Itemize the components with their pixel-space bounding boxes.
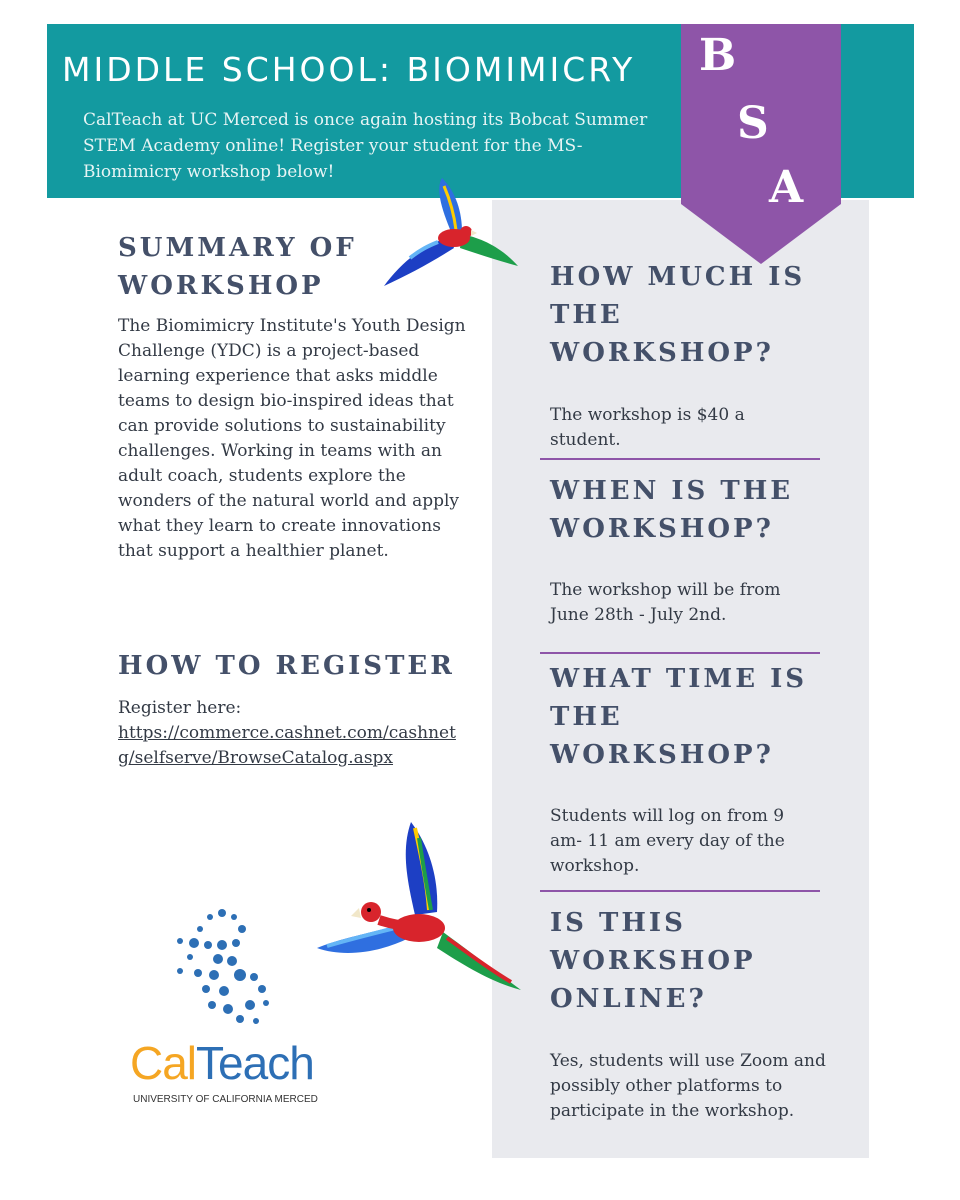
badge-letter-a: A — [769, 162, 804, 213]
logo-subtitle: UNIVERSITY OF CALIFORNIA MERCED — [133, 1094, 318, 1105]
faq-answer-cost: The workshop is $40 a student. — [550, 405, 745, 450]
calteach-logo-text — [130, 1036, 314, 1090]
register-label: Register here: — [118, 698, 242, 718]
logo-teach: Teach — [196, 1037, 314, 1089]
intro-text: CalTeach at UC Merced is once again hosting its Bobcat Summer STEM Academy online! Register your student for the MS-Biomimicry workshop below! — [83, 110, 648, 182]
badge-letter-s: S — [737, 98, 769, 149]
faq-divider — [540, 652, 820, 654]
badge-letter-b: B — [699, 30, 737, 81]
faq-divider — [540, 890, 820, 892]
faq-answer-online: Yes, students will use Zoom and possibly other platforms to participate in the workshop. — [550, 1051, 826, 1121]
faq-answer-time: Students will log on from 9 am- 11 am every day of the workshop. — [550, 806, 785, 876]
summary-heading: SUMMARY OF WORKSHOP — [118, 233, 357, 301]
faq-question-online: IS THIS WORKSHOP ONLINE? — [550, 908, 756, 1014]
logo-cal: Cal — [130, 1037, 197, 1089]
summary-body: The Biomimicry Institute's Youth Design Challenge (YDC) is a project-based learning experience that asks middle teams to design bio-inspired ideas that can provide solutions to sustainability challenges. Working in teams with an adult coach, students explore the wonders of the natural world and apply what they learn to create innovations that support a healthier planet. — [118, 316, 466, 561]
register-link[interactable]: https://commerce.cashnet.com/cashnetg/selfserve/BrowseCatalog.aspx — [118, 723, 456, 768]
faq-question-dates: WHEN IS THE WORKSHOP? — [550, 476, 794, 544]
page-title: MIDDLE SCHOOL: BIOMIMICRY — [62, 50, 636, 89]
faq-answer-dates: The workshop will be from June 28th - July 2nd. — [550, 580, 781, 625]
faq-divider — [540, 458, 820, 460]
faq-question-time: WHAT TIME IS THE WORKSHOP? — [550, 664, 808, 770]
parrot-icon — [315, 820, 525, 999]
register-block — [118, 696, 463, 771]
molecule-hexagon-logo-icon — [170, 905, 280, 1039]
register-heading: HOW TO REGISTER — [118, 651, 455, 681]
bsa-ribbon-badge — [681, 24, 841, 266]
faq-question-cost: HOW MUCH IS THE WORKSHOP? — [550, 262, 806, 368]
